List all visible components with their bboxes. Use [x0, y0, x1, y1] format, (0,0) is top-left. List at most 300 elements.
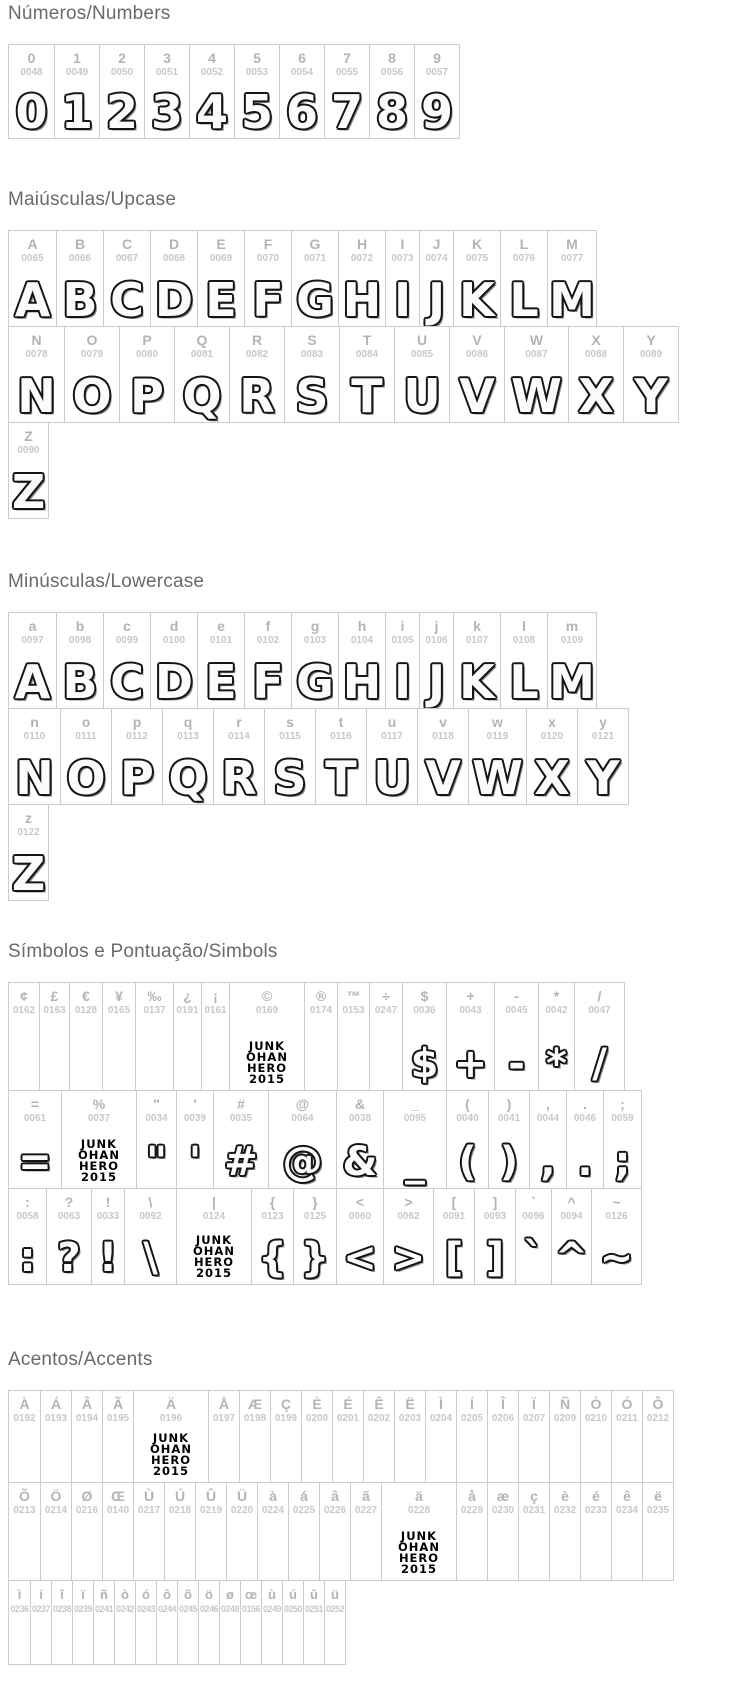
glyph-preview — [283, 1616, 303, 1664]
character-code: 0203 — [398, 1413, 422, 1424]
character-label: . — [583, 1096, 587, 1112]
glyph-preview — [198, 648, 244, 708]
glyph-preview — [337, 1126, 383, 1188]
glyph-cell-0111 — [60, 709, 111, 804]
character-label: Ã — [112, 1396, 124, 1412]
glyph-cell-0204 — [425, 1391, 456, 1482]
glyph-preview — [569, 362, 623, 422]
glyph-preview — [9, 362, 64, 422]
character-code: 0237 — [31, 1604, 51, 1614]
glyph-preview — [386, 266, 419, 326]
glyph-cell-0075 — [453, 231, 500, 326]
font-glyph: ] — [485, 1235, 505, 1281]
font-glyph: 6 — [285, 85, 318, 138]
glyph-preview — [104, 648, 150, 708]
font-glyph: " — [146, 1139, 167, 1185]
font-glyph: P — [130, 369, 164, 422]
character-code: 0045 — [505, 1005, 528, 1016]
character-map — [8, 3, 730, 1665]
character-code: 0209 — [553, 1413, 577, 1424]
character-code: 0040 — [456, 1113, 479, 1124]
glyph-preview — [100, 80, 144, 138]
character-label: Ô — [652, 1396, 664, 1412]
glyph-cell-0217 — [133, 1483, 164, 1580]
font-glyph: Z — [11, 847, 46, 900]
character-code: 0113 — [177, 731, 199, 742]
glyph-cell-0104 — [338, 613, 385, 708]
glyph-preview — [325, 80, 369, 138]
glyph-preview — [578, 744, 628, 804]
character-code: 0200 — [305, 1413, 329, 1424]
glyph-cell-0195 — [102, 1391, 133, 1482]
character-code: 0090 — [17, 445, 40, 456]
glyph-preview — [395, 1426, 425, 1482]
font-glyph: 9 — [420, 85, 453, 138]
glyph-preview — [214, 744, 264, 804]
glyph-preview — [426, 1426, 456, 1482]
section-title: Símbolos e Pontuação/Simbols — [8, 941, 278, 962]
section-lowercase — [8, 571, 730, 901]
glyph-preview — [495, 1018, 538, 1090]
font-logo-line: JUNK — [152, 1431, 190, 1446]
glyph-cell-0213 — [9, 1483, 40, 1580]
font-logo-line: 2015 — [195, 1266, 232, 1281]
glyph-cell-0226 — [319, 1483, 350, 1580]
font-logo-line: JUNK — [400, 1529, 438, 1544]
character-label: ^ — [567, 1194, 576, 1210]
glyph-cell-0047 — [574, 983, 624, 1090]
character-label: A — [27, 236, 38, 252]
character-code: 0065 — [21, 253, 44, 264]
glyph-cell-0232 — [549, 1483, 580, 1580]
character-code: 0219 — [199, 1505, 223, 1516]
glyph-preview — [575, 1018, 624, 1090]
glyph-cell-0245 — [177, 1581, 198, 1664]
font-glyph: G — [296, 655, 334, 708]
glyph-cell-0230 — [487, 1483, 518, 1580]
font-glyph: T — [351, 369, 383, 422]
character-label: J — [432, 236, 441, 252]
glyph-preview — [592, 1224, 641, 1284]
glyph-cell-0089 — [623, 327, 678, 422]
glyph-cell-0174 — [304, 983, 337, 1090]
character-code: 0084 — [355, 349, 379, 360]
font-glyph: V — [425, 751, 461, 804]
glyph-cell-0043 — [446, 983, 494, 1090]
character-code: 0225 — [292, 1505, 316, 1516]
font-glyph: P — [120, 751, 154, 804]
character-code: 0035 — [229, 1113, 253, 1124]
font-glyph: 4 — [195, 85, 228, 138]
character-label: ‰ — [147, 988, 162, 1004]
character-code: 0108 — [512, 635, 536, 646]
character-label: # — [237, 1096, 245, 1112]
character-code: 0248 — [220, 1604, 240, 1614]
font-glyph: 5 — [240, 85, 273, 138]
glyph-preview — [516, 1224, 551, 1284]
character-label: Ú — [174, 1488, 186, 1504]
character-code: 0054 — [290, 67, 314, 78]
character-label: } — [312, 1194, 318, 1210]
character-label: ä — [415, 1488, 423, 1504]
glyph-preview — [370, 1018, 402, 1090]
glyph-cell-0034 — [136, 1091, 176, 1188]
character-code: 0230 — [491, 1505, 515, 1516]
character-label: " — [153, 1096, 160, 1112]
character-code: 0107 — [465, 635, 489, 646]
character-code: 0234 — [615, 1505, 639, 1516]
glyph-cell-0046 — [566, 1091, 603, 1188]
glyph-cell-0083 — [284, 327, 339, 422]
character-label: 0 — [27, 50, 36, 66]
character-code: 0121 — [591, 731, 615, 742]
glyph-cell-0045 — [494, 983, 538, 1090]
character-code: 0165 — [107, 1005, 131, 1016]
font-glyph: ( — [458, 1139, 477, 1185]
character-label: ø — [226, 1587, 234, 1602]
glyph-preview — [519, 1426, 549, 1482]
font-logo-line: OHAN — [78, 1148, 120, 1163]
character-code: 0245 — [178, 1604, 198, 1614]
glyph-preview — [530, 1126, 566, 1188]
glyph-preview — [420, 648, 453, 708]
character-code: 0211 — [616, 1413, 638, 1424]
character-code: 0104 — [350, 635, 374, 646]
glyph-row — [8, 804, 49, 901]
glyph-cell-0068 — [150, 231, 197, 326]
section-upcase — [8, 189, 730, 519]
character-label: M — [566, 236, 578, 252]
glyph-cell-0081 — [174, 327, 229, 422]
glyph-cell-0193 — [40, 1391, 71, 1482]
glyph-preview — [550, 1518, 580, 1580]
character-code: 0051 — [155, 67, 179, 78]
section-numbers — [8, 3, 730, 139]
glyph-cell-0237 — [30, 1581, 51, 1664]
glyph-preview — [145, 80, 189, 138]
glyph-cell-0050 — [99, 45, 144, 138]
character-label: ÷ — [382, 988, 390, 1004]
font-glyph: H — [342, 273, 382, 326]
character-label: Â — [81, 1396, 93, 1412]
glyph-cell-0238 — [51, 1581, 72, 1664]
glyph-preview — [454, 266, 500, 326]
glyph-cell-0078 — [9, 327, 64, 422]
character-label: Û — [205, 1488, 217, 1504]
font-glyph: S — [295, 369, 329, 422]
glyph-preview — [333, 1426, 363, 1482]
character-code: 0074 — [425, 253, 448, 264]
character-code: 0251 — [304, 1604, 324, 1614]
font-glyph: N — [17, 369, 56, 422]
glyph-cell-0103 — [291, 613, 338, 708]
glyph-cell-0062 — [383, 1189, 433, 1284]
glyph-cell-0251 — [303, 1581, 324, 1664]
character-code: 0078 — [25, 349, 48, 360]
glyph-cell-0073 — [385, 231, 419, 326]
character-label: z — [25, 810, 32, 826]
glyph-cell-0124 — [176, 1189, 251, 1284]
font-glyph: C — [110, 273, 144, 326]
glyph-cell-0249 — [261, 1581, 282, 1664]
glyph-preview — [134, 1518, 164, 1580]
character-label: L — [519, 236, 529, 252]
character-code: 0047 — [588, 1005, 611, 1016]
character-code: 0114 — [228, 731, 250, 742]
character-label: O — [86, 332, 98, 348]
character-label: [ — [451, 1194, 457, 1210]
character-label: X — [591, 332, 601, 348]
font-glyph: E — [205, 273, 237, 326]
glyph-cell-0199 — [270, 1391, 301, 1482]
font-glyph: X — [534, 751, 570, 804]
character-label: ™ — [346, 988, 361, 1004]
font-glyph: ' — [188, 1139, 202, 1185]
character-code: 0128 — [74, 1005, 98, 1016]
glyph-preview — [457, 1426, 487, 1482]
glyph-preview — [151, 648, 197, 708]
glyph-preview — [434, 1224, 474, 1284]
character-label: h — [357, 618, 367, 634]
character-label: È — [312, 1396, 322, 1412]
character-code: 0101 — [209, 635, 233, 646]
character-code: 0140 — [106, 1505, 130, 1516]
glyph-cell-0243 — [135, 1581, 156, 1664]
glyph-preview — [209, 1426, 239, 1482]
font-glyph: W — [472, 751, 523, 804]
glyph-cell-0085 — [394, 327, 449, 422]
glyph-cell-0091 — [433, 1189, 474, 1284]
character-label: ` — [531, 1194, 536, 1210]
glyph-preview — [364, 1426, 394, 1482]
font-glyph: : — [19, 1235, 36, 1281]
character-label: $ — [420, 988, 429, 1004]
font-glyph: M — [549, 273, 595, 326]
glyph-cell-0105 — [385, 613, 419, 708]
character-label: ' — [193, 1096, 197, 1112]
glyph-row — [8, 230, 597, 327]
glyph-preview — [174, 1018, 201, 1090]
character-code: 0216 — [75, 1505, 99, 1516]
character-label: n — [30, 714, 39, 730]
character-label: Ù — [143, 1488, 155, 1504]
character-code: 0169 — [255, 1005, 279, 1016]
glyph-cell-0066 — [56, 231, 103, 326]
glyph-cell-0192 — [9, 1391, 40, 1482]
character-code: 0075 — [465, 253, 489, 264]
glyph-preview — [292, 266, 338, 326]
character-label: * — [553, 988, 560, 1004]
character-label: : — [25, 1194, 30, 1210]
glyph-cell-0212 — [642, 1391, 673, 1482]
character-code: 0191 — [176, 1005, 199, 1016]
glyph-preview — [202, 1018, 229, 1090]
character-code: 0217 — [137, 1505, 161, 1516]
character-label: F — [263, 236, 273, 252]
character-label: ( — [465, 1096, 470, 1112]
glyph-cell-0102 — [244, 613, 291, 708]
glyph-preview — [252, 1224, 293, 1284]
character-label: D — [168, 236, 180, 252]
character-code: 0036 — [413, 1005, 436, 1016]
character-code: 0043 — [459, 1005, 482, 1016]
character-code: 0224 — [261, 1505, 285, 1516]
character-label: Ç — [280, 1396, 292, 1412]
section-title: Minúsculas/Lowercase — [8, 571, 205, 592]
glyph-preview — [351, 1518, 381, 1580]
character-label: © — [261, 988, 273, 1004]
character-code: 0044 — [536, 1113, 560, 1124]
glyph-preview — [488, 1518, 518, 1580]
font-glyph: R — [221, 751, 257, 804]
character-label: / — [597, 988, 602, 1004]
character-label: Ò — [590, 1396, 602, 1412]
glyph-preview — [403, 1018, 446, 1090]
character-code: 0055 — [335, 67, 359, 78]
font-glyph: D — [154, 273, 194, 326]
glyph-cell-0059 — [603, 1091, 641, 1188]
character-code: 0093 — [483, 1211, 507, 1222]
character-code: 0081 — [190, 349, 214, 360]
glyph-preview — [134, 1426, 208, 1482]
font-glyph: # — [224, 1139, 258, 1185]
glyph-cell-0206 — [487, 1391, 518, 1482]
font-glyph: R — [239, 369, 275, 422]
glyph-cell-0033 — [91, 1189, 124, 1284]
character-code: 0250 — [283, 1604, 303, 1614]
character-code: 0052 — [200, 67, 224, 78]
glyph-preview — [41, 1426, 71, 1482]
glyph-preview — [550, 1426, 580, 1482]
font-logo-line: JUNK — [80, 1137, 118, 1152]
glyph-preview — [604, 1126, 641, 1188]
glyph-cell-0117 — [366, 709, 417, 804]
glyph-cell-0049 — [54, 45, 99, 138]
glyph-cell-0090 — [9, 423, 48, 518]
character-code: 0228 — [407, 1505, 431, 1516]
glyph-preview — [489, 1126, 529, 1188]
font-logo-glyph — [78, 1139, 120, 1183]
font-glyph: B — [62, 655, 98, 708]
glyph-cell-0234 — [611, 1483, 642, 1580]
glyph-preview — [136, 1018, 173, 1090]
glyph-cell-0087 — [504, 327, 568, 422]
character-code: 0037 — [87, 1113, 111, 1124]
glyph-cell-0037 — [61, 1091, 136, 1188]
glyph-cell-0048 — [9, 45, 54, 138]
glyph-cell-0044 — [529, 1091, 566, 1188]
character-code: 0066 — [68, 253, 92, 264]
font-glyph: Y — [586, 751, 620, 804]
character-code: 0102 — [256, 635, 280, 646]
character-code: 0100 — [162, 635, 186, 646]
font-glyph: O — [66, 751, 106, 804]
glyph-preview — [241, 1616, 261, 1664]
glyph-preview — [9, 458, 48, 518]
character-code: 0073 — [391, 253, 414, 264]
font-glyph: [ — [444, 1235, 464, 1281]
character-label: Ê — [374, 1396, 384, 1412]
character-label: Ó — [621, 1396, 633, 1412]
glyph-preview — [624, 362, 678, 422]
font-glyph: $ — [410, 1041, 439, 1087]
character-code: 0174 — [309, 1005, 333, 1016]
glyph-cell-0198 — [239, 1391, 270, 1482]
character-code: 0247 — [374, 1005, 398, 1016]
glyph-preview — [420, 266, 453, 326]
character-label: \ — [148, 1194, 153, 1210]
character-label: f — [265, 618, 271, 634]
glyph-row — [8, 326, 679, 423]
character-label: ù — [268, 1587, 276, 1602]
character-code: 0199 — [274, 1413, 298, 1424]
glyph-preview — [454, 648, 500, 708]
font-glyph: = — [18, 1139, 52, 1185]
glyph-cell-0035 — [213, 1091, 268, 1188]
font-glyph: / — [592, 1041, 607, 1087]
glyph-cell-0057 — [414, 45, 459, 138]
glyph-cell-0227 — [350, 1483, 381, 1580]
glyph-cell-0191 — [173, 983, 201, 1090]
character-code: 0112 — [126, 731, 148, 742]
glyph-preview — [339, 266, 385, 326]
character-code: 0060 — [348, 1211, 372, 1222]
section-accents — [8, 1349, 730, 1665]
font-logo-line: OHAN — [398, 1540, 440, 1555]
glyph-preview — [47, 1224, 91, 1284]
character-code: 0137 — [143, 1005, 166, 1016]
character-label: u — [387, 714, 397, 730]
glyph-preview — [384, 1224, 433, 1284]
glyph-cell-0108 — [500, 613, 547, 708]
font-glyph: . — [577, 1139, 593, 1185]
character-code: 0111 — [75, 731, 97, 742]
character-label: P — [142, 332, 152, 348]
glyph-preview — [72, 1518, 102, 1580]
glyph-preview — [581, 1426, 611, 1482]
character-label: 1 — [73, 50, 81, 66]
glyph-row — [8, 708, 629, 805]
character-label: £ — [50, 988, 59, 1004]
character-code: 0125 — [303, 1211, 327, 1222]
character-label: è — [561, 1488, 569, 1504]
glyph-preview — [72, 1426, 102, 1482]
character-label: - — [514, 988, 519, 1004]
character-code: 0249 — [262, 1604, 282, 1614]
character-code: 0226 — [323, 1505, 347, 1516]
glyph-preview — [447, 1018, 494, 1090]
character-code: 0246 — [199, 1604, 219, 1614]
glyph-preview — [55, 80, 99, 138]
glyph-cell-0120 — [526, 709, 577, 804]
glyph-cell-0096 — [515, 1189, 551, 1284]
font-glyph: S — [273, 751, 307, 804]
glyph-preview — [94, 1616, 114, 1664]
character-code: 0048 — [20, 67, 43, 78]
glyph-preview — [450, 362, 504, 422]
glyph-preview — [57, 266, 103, 326]
glyph-cell-0115 — [264, 709, 315, 804]
glyph-cell-0065 — [9, 231, 56, 326]
font-logo-line: OHAN — [150, 1442, 192, 1457]
character-code: 0072 — [350, 253, 374, 264]
character-label: Å — [218, 1396, 230, 1412]
glyph-preview — [199, 1616, 219, 1664]
character-code: 0238 — [52, 1604, 72, 1614]
glyph-preview — [196, 1518, 226, 1580]
glyph-preview — [125, 1224, 176, 1284]
font-glyph: U — [403, 369, 441, 422]
